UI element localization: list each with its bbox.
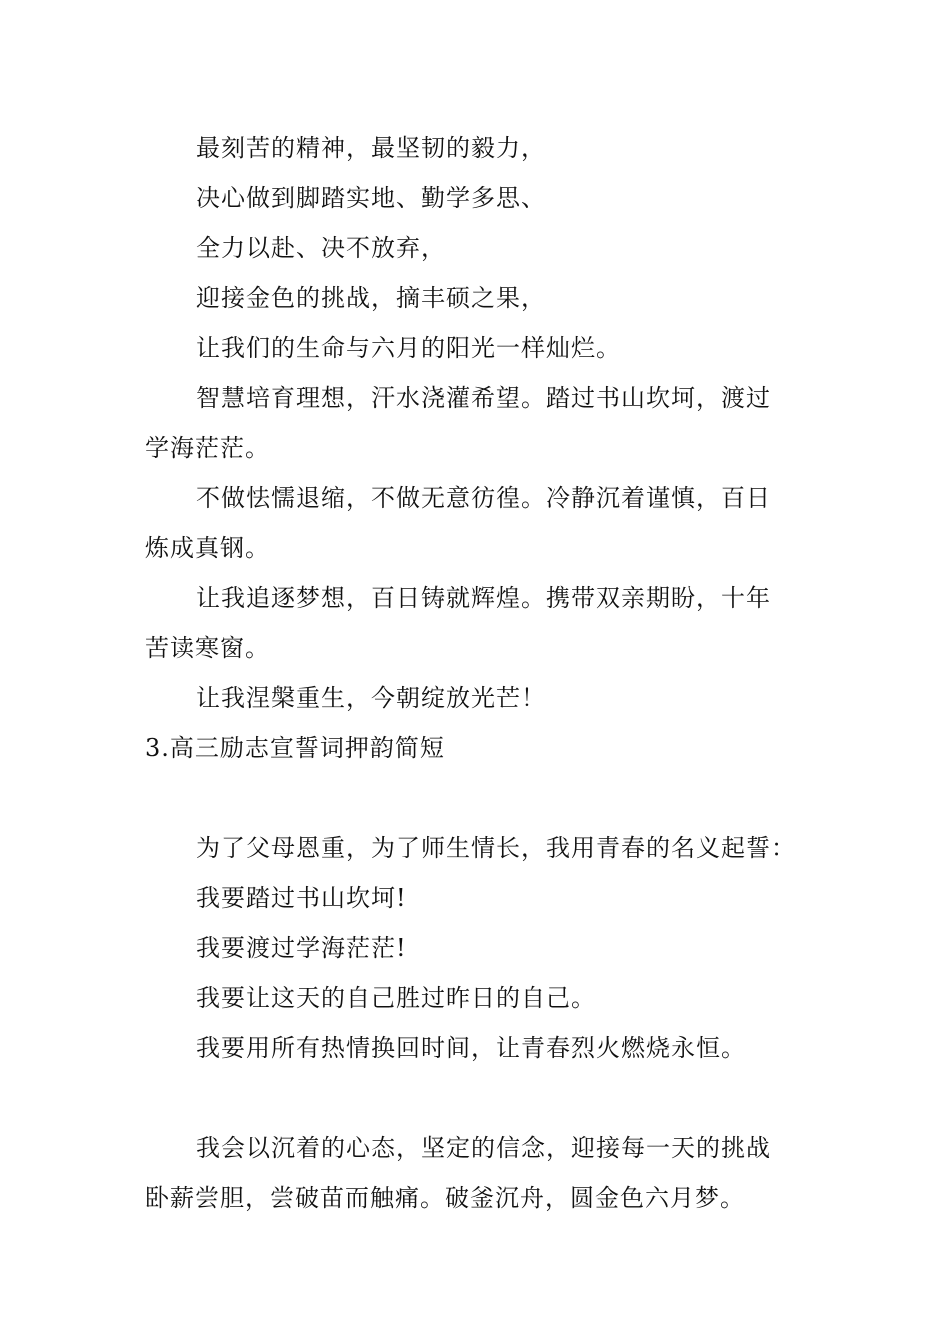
final-paragraph-line-1: 我会以沉着的心态，坚定的信念，迎接每一天的挑战 <box>196 1134 771 1162</box>
verse-line-5: 让我们的生命与六月的阳光一样灿烂。 <box>196 334 621 362</box>
oath-line-4: 我要让这天的自己胜过昨日的自己。 <box>196 984 596 1012</box>
paragraph-3-line-2: 苦读寒窗。 <box>145 634 270 662</box>
oath-line-3: 我要渡过学海茫茫! <box>196 934 407 962</box>
paragraph-2-line-1: 不做怯懦退缩，不做无意彷徨。冷静沉着谨慎，百日 <box>196 484 771 512</box>
verse-line-2: 决心做到脚踏实地、勤学多思、 <box>196 184 546 212</box>
paragraph-1-line-1: 智慧培育理想，汗水浇灌希望。踏过书山坎坷，渡过 <box>196 384 771 412</box>
verse-line-1: 最刻苦的精神，最坚韧的毅力， <box>196 134 546 162</box>
paragraph-3-line-1: 让我追逐梦想，百日铸就辉煌。携带双亲期盼，十年 <box>196 584 771 612</box>
paragraph-1-line-2: 学海茫茫。 <box>145 434 270 462</box>
final-paragraph-line-2: 卧薪尝胆，尝破苗而触痛。破釜沉舟，圆金色六月梦。 <box>145 1184 745 1212</box>
oath-line-5: 我要用所有热情换回时间，让青春烈火燃烧永恒。 <box>196 1034 746 1062</box>
verse-line-4: 迎接金色的挑战，摘丰硕之果， <box>196 284 546 312</box>
oath-line-2: 我要踏过书山坎坷! <box>196 884 407 912</box>
section-heading: 3.高三励志宣誓词押韵简短 <box>145 734 445 762</box>
paragraph-2-line-2: 炼成真钢。 <box>145 534 270 562</box>
closing-line: 让我涅槃重生，今朝绽放光芒！ <box>196 684 546 712</box>
oath-line-1: 为了父母恩重，为了师生情长，我用青春的名义起誓： <box>196 834 796 862</box>
verse-line-3: 全力以赴、决不放弃， <box>196 234 446 262</box>
